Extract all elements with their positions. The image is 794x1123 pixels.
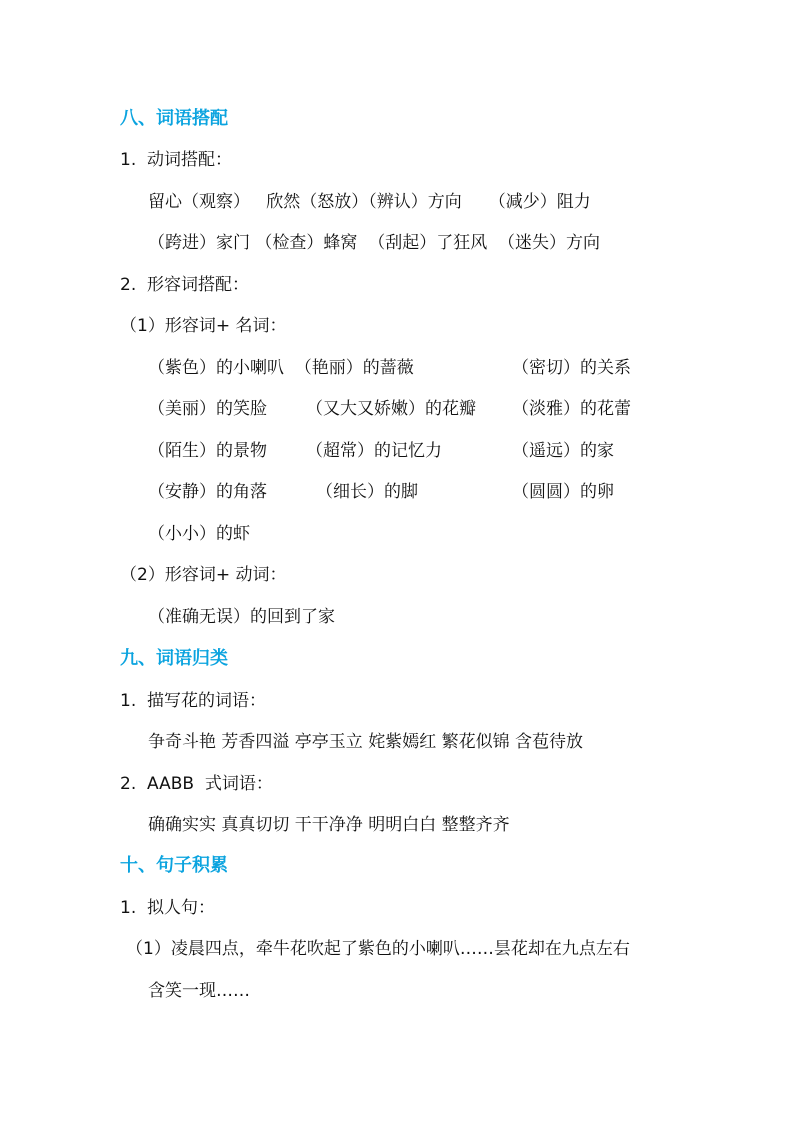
adj-noun-pair: （又大又娇嫩）的花瓣	[306, 399, 476, 419]
adj-noun-pair: （遥远）的家	[512, 441, 614, 461]
heading-word-classification: 九、词语归类	[120, 648, 228, 669]
item-adjective-matching: 2. 形容词搭配：	[120, 275, 250, 295]
adj-noun-pair: （紫色）的小喇叭 （艳丽）的蔷薇	[148, 358, 414, 378]
item-personification: 1. 拟人句：	[120, 898, 216, 918]
item-aabb-words: 2. AABB 式词语：	[120, 774, 273, 794]
adj-noun-pair: （小小）的虾	[148, 524, 250, 544]
adj-verb-pair: （准确无误）的回到了家	[148, 607, 335, 627]
sub-item-adj-verb: （2）形容词+ 动词：	[120, 565, 287, 585]
item-verb-matching: 1. 动词搭配：	[120, 150, 233, 170]
sub-item-adj-noun: （1）形容词+ 名词：	[120, 316, 287, 336]
adj-noun-pair: （密切）的关系	[512, 358, 631, 378]
item-flower-words: 1. 描写花的词语：	[120, 691, 267, 711]
adj-noun-pair: （美丽）的笑脸	[148, 399, 267, 419]
verb-pairs-row-2: （跨进）家门 （检查）蜂窝 （刮起）了狂风 （迷失）方向	[148, 233, 601, 253]
verb-pairs-row-1: 留心（观察） 欣然（怒放）（辨认）方向 （减少）阻力	[148, 192, 591, 212]
adj-noun-pair: （安静）的角落	[148, 482, 267, 502]
personification-sentence-1-cont: 含笑一现……	[148, 981, 250, 1001]
aabb-words-list: 确确实实 真真切切 干干净净 明明白白 整整齐齐	[148, 815, 510, 835]
heading-word-matching: 八、词语搭配	[120, 108, 228, 129]
adj-noun-pair: （圆圆）的卵	[512, 482, 614, 502]
adj-noun-pair: （超常）的记忆力	[306, 441, 442, 461]
heading-sentence-accumulation: 十、句子积累	[120, 855, 228, 876]
adj-noun-pair: （淡雅）的花蕾	[512, 399, 631, 419]
personification-sentence-1: （1）凌晨四点，牵牛花吹起了紫色的小喇叭……昙花却在九点左右	[126, 939, 630, 959]
adj-noun-pair: （细长）的脚	[316, 482, 418, 502]
flower-words-list: 争奇斗艳 芳香四溢 亭亭玉立 姹紫嫣红 繁花似锦 含苞待放	[148, 732, 584, 752]
adj-noun-pair: （陌生）的景物	[148, 441, 267, 461]
